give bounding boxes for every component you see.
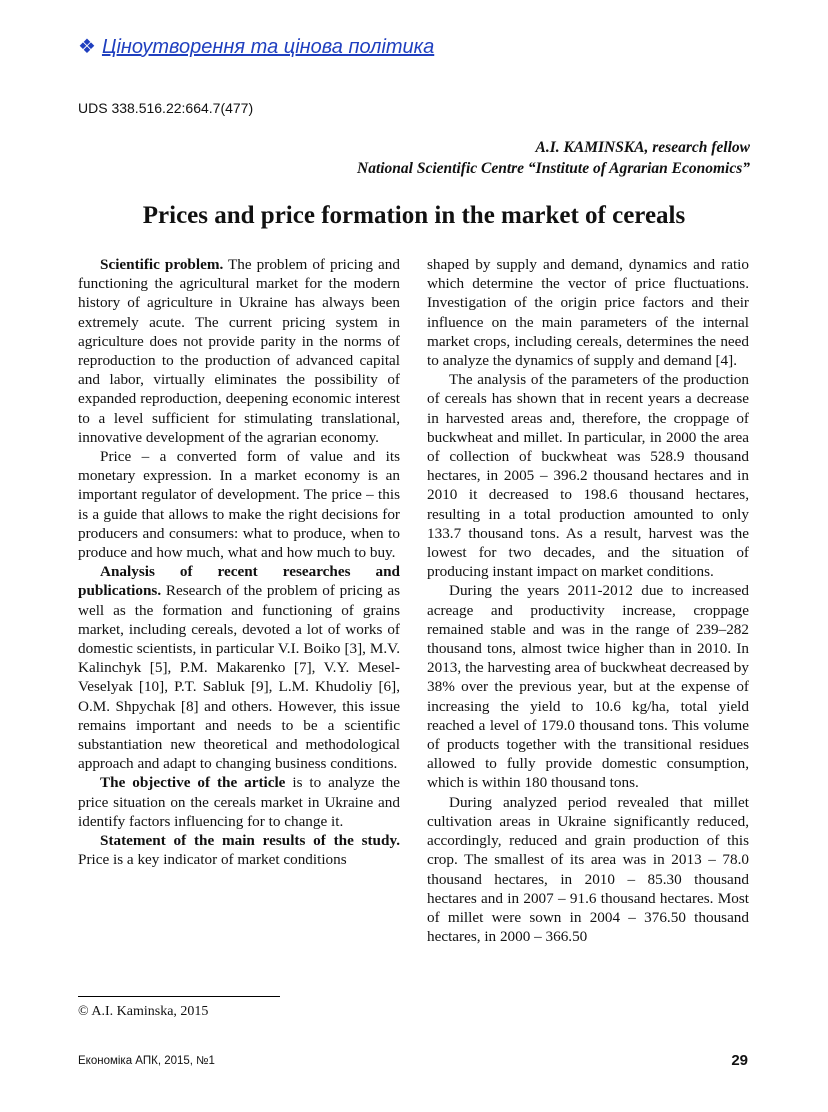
diamond-bullet-icon: ❖	[78, 36, 96, 58]
journal-footer: Економіка АПК, 2015, №1	[78, 1055, 215, 1067]
paragraph-heading: Statement of the main results of the study.	[100, 832, 400, 850]
paragraph-millet: During analyzed period revealed that millet cultivation areas in Ukraine significantly reduced, accordingly, reduced and grain production of this crop. The smallest of its area was in 2013 – 78.0 thousand hectares, in 2010 – 85.30 thousand hectares and in 2007 – 91.6 thousand hectares. Most of millet were sown in 2004 – 376.50 thousand hectares, in 2000 – 366.50	[427, 793, 749, 946]
paragraph-scientific-problem: Scientific problem. The problem of pricing and functioning the agricultural market for the modern history of agriculture in Ukraine has always been extremely acute. The current pricing system in agriculture does not provide parity in the norms of reproduction to the production of advanced capital and labor, virtually eliminates the possibility of expanded reproduction, deepening economic interest to a level sufficient for stimulating translational, innovative development of the agrarian economy.	[78, 256, 400, 446]
paragraph-objective: The objective of the article is to analyze the price situation on the cereals market in Ukraine and identify factors influencing for to change it.	[78, 774, 400, 830]
paragraph-heading: Analysis of recent researches and publications.	[78, 563, 400, 600]
author-affiliation: National Scientific Centre “Institute of Agrarian Economics”	[357, 160, 750, 177]
section-link[interactable]: Ціноутворення та цінова політика	[101, 36, 435, 58]
right-column	[427, 255, 749, 946]
author-block	[357, 137, 750, 179]
uds-code: UDS 338.516.22:664.7(477)	[78, 100, 254, 116]
footnote-divider	[78, 996, 280, 997]
author-name: A.I. KAMINSKA, research fellow	[535, 139, 750, 156]
paragraph-buckwheat: During the years 2011-2012 due to increased acreage and productivity increase, croppage remained stable and was in the range of 239–282 thousand tons, almost twice higher than in 2010. In 2013, the harvesting area of buckwheat decreased by 38% over the previous year, but at the expense of increasing the yield to 10.6 kg/ha, total yield reached a level of 179.0 thousand tons. This volume of products together with the transitional residues allowed to fully provide domestic consumption, which is within 180 thousand tons.	[427, 582, 749, 792]
section-header	[78, 34, 434, 59]
article-title: Prices and price formation in the market of cereals	[142, 202, 686, 229]
paragraph-statement: Statement of the main results of the study. Price is a key indicator of market conditions	[78, 832, 400, 869]
paragraph-production-analysis: The analysis of the parameters of the production of cereals has shown that in recent years a decrease in harvested areas and, therefore, the croppage of buckwheat and millet. In particular, in 2000 the area of collection of buckwheat was 528.9 thousand hectares, in 2005 – 396.2 thousand hectares and in 2010 it decreased to 198.6 thousand hectares, resulting in a total production amounted to only 133.7 thousand tons. As a result, harvest was the lowest for two decades, and the situation of producing instant impact on market conditions.	[427, 371, 749, 581]
paragraph-heading: Scientific problem.	[100, 256, 224, 273]
paragraph-price: Price – a converted form of value and its monetary expression. In a market economy is an important regulator of development. The price – this is a guide that allows to make the right decisions for producers and consumers: what to produce, when to produce and how much, what and how much to buy.	[78, 448, 400, 562]
page-number: 29	[731, 1052, 748, 1069]
paragraph-analysis: Analysis of recent researches and publications. Research of the problem of pricing as well as the formation and functioning of grains market, including cereals, devoted a lot of works of domestic scientists, in particular V.I. Boiko [3], M.V. Kalinchyk [5], P.M. Makarenko [7], V.Y. Mesel-Veselyak [10], P.T. Sabluk [9], L.M. Khudoliy [6], O.M. Shpychak [8] and others. However, this issue remains important and needs to be a scientific substantiation new theoretical and methodological approach and adapt to changing business conditions.	[78, 563, 400, 773]
paragraph-continuation: shaped by supply and demand, dynamics and ratio which determine the vector of price fluctuations. Investigation of the origin price factors and their influence on the main parameters of the internal market crops, including cereals, determines the need to analyze the dynamics of supply and demand [4].	[427, 256, 749, 370]
left-column	[78, 255, 400, 870]
copyright-footnote: © A.I. Kaminska, 2015	[78, 1004, 209, 1019]
paragraph-heading: The objective of the article	[100, 774, 286, 792]
